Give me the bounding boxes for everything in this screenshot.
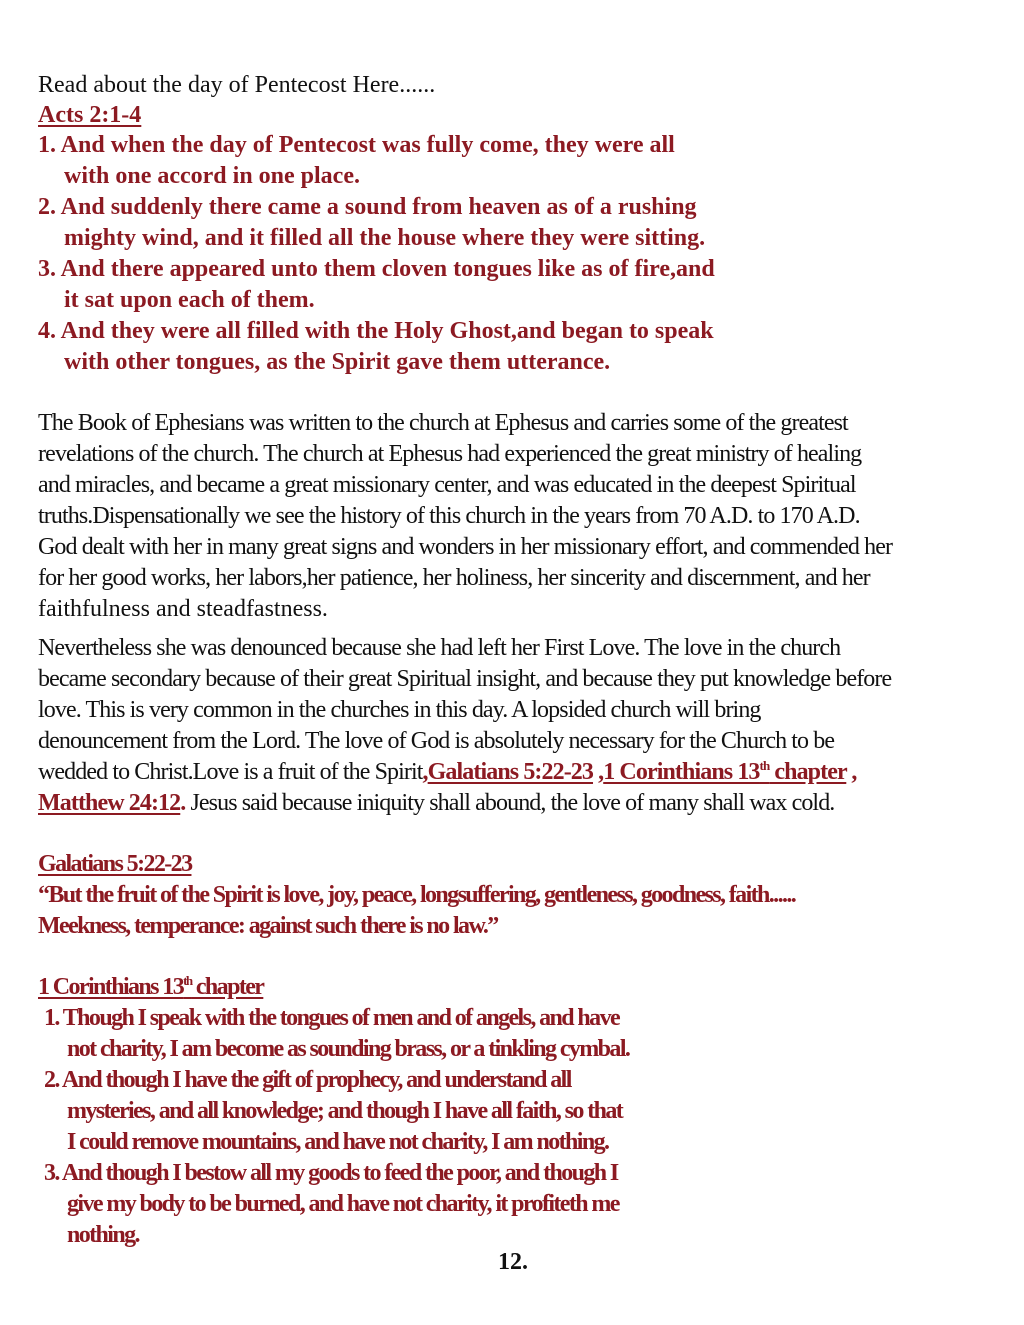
separator: , [846, 759, 857, 785]
galatians-quote-line: Meekness, temperance: against such there is no law.” [38, 913, 498, 939]
acts-verse-line: 2. And suddenly there came a sound from heaven as of a rushing [38, 194, 697, 220]
acts-verse-line: 1. And when the day of Pentecost was fully come, they were all [38, 132, 675, 158]
corinthians-verse-line: mysteries, and all knowledge; and though I have all faith, so that [67, 1098, 623, 1124]
corinthians-link-main: 1 Corinthians 13 [603, 759, 760, 785]
intro-text: Read about the day of Pentecost Here...... [38, 72, 436, 98]
matthew-link[interactable]: Matthew 24:12 [38, 790, 181, 816]
separator: , [593, 759, 604, 785]
acts-verse-line: mighty wind, and it filled all the house where they were sitting. [64, 225, 706, 251]
paragraph2-text: Jesus said because iniquity shall abound, the love of many shall wax cold. [185, 790, 835, 816]
superscript: th [183, 973, 192, 988]
corinthians-verse-line: 3. And though I bestow all my goods to feed the poor, and though I [44, 1160, 618, 1186]
paragraph1-line: revelations of the church. The church at Ephesus had experienced the great ministry of healing [38, 441, 862, 467]
paragraph1-line: truths.Dispensationally we see the history of this church in the years from 70 A.D. to 170 A.D. [38, 503, 860, 529]
paragraph2-line: denouncement from the Lord. The love of God is absolutely necessary for the Church to be [38, 728, 835, 754]
paragraph1-line: faithfulness and steadfastness. [38, 596, 328, 622]
acts-reference-link[interactable]: Acts 2:1-4 [38, 102, 142, 128]
acts-verse-line: 4. And they were all filled with the Holy Ghost,and began to speak [38, 318, 714, 344]
paragraph1-line: for her good works, her labors,her patience, her holiness, her sincerity and discernment, and her [38, 565, 870, 591]
acts-verse-line: 3. And there appeared unto them cloven tongues like as of fire,and [38, 256, 715, 282]
corinthians-reference-link[interactable] [38, 972, 263, 1003]
corinthians-verse-line: give my body to be burned, and have not charity, it profiteth me [67, 1191, 619, 1217]
period: . [180, 790, 186, 816]
paragraph2-line: Nevertheless she was denounced because she had left her First Love. The love in the church [38, 635, 841, 661]
galatians-quote-line: “But the fruit of the Spirit is love, joy, peace, longsuffering, gentleness, goodness, faith...... [38, 882, 796, 908]
page-number: 12. [498, 1249, 528, 1275]
acts-verse-line: with other tongues, as the Spirit gave them utterance. [64, 349, 611, 375]
comma: , [422, 759, 428, 785]
corinthians-verse-line: 2. And though I have the gift of prophecy, and understand all [44, 1067, 571, 1093]
galatians-reference-link[interactable]: Galatians 5:22-23 [38, 851, 192, 877]
superscript: th [759, 758, 770, 773]
corinthians-verse-line: I could remove mountains, and have not charity, I am nothing. [67, 1129, 609, 1155]
acts-verse-line: with one accord in one place. [64, 163, 360, 189]
corinthians-verse-line: nothing. [67, 1222, 139, 1248]
paragraph1-line: and miracles, and became a great missionary center, and was educated in the deepest Spiritual [38, 472, 856, 498]
paragraph1-line: The Book of Ephesians was written to the church at Ephesus and carries some of the greatest [38, 410, 848, 436]
corinthians-reference-main: 1 Corinthians 13 [38, 974, 184, 1000]
paragraph1-line: God dealt with her in many great signs and wonders in her missionary effort, and commended her [38, 534, 893, 560]
corinthians-reference-tail: chapter [191, 974, 264, 1000]
paragraph2-text: wedded to Christ.Love is a fruit of the Spirit [38, 759, 423, 785]
paragraph2-last-line [38, 788, 834, 819]
corinthians-verse-line: 1. Though I speak with the tongues of men and of angels, and have [44, 1005, 620, 1031]
galatians-link[interactable]: Galatians 5:22-23 [427, 759, 594, 785]
paragraph2-line: became secondary because of their great Spiritual insight, and because they put knowledge before [38, 666, 892, 692]
acts-verse-line: it sat upon each of them. [64, 287, 315, 313]
paragraph2-links-line [38, 757, 857, 788]
corinthians-link-tail: chapter [769, 759, 847, 785]
corinthians-link[interactable] [603, 759, 846, 785]
corinthians-verse-line: not charity, I am become as sounding brass, or a tinkling cymbal. [67, 1036, 630, 1062]
paragraph2-line: love. This is very common in the churches in this day. A lopsided church will bring [38, 697, 761, 723]
